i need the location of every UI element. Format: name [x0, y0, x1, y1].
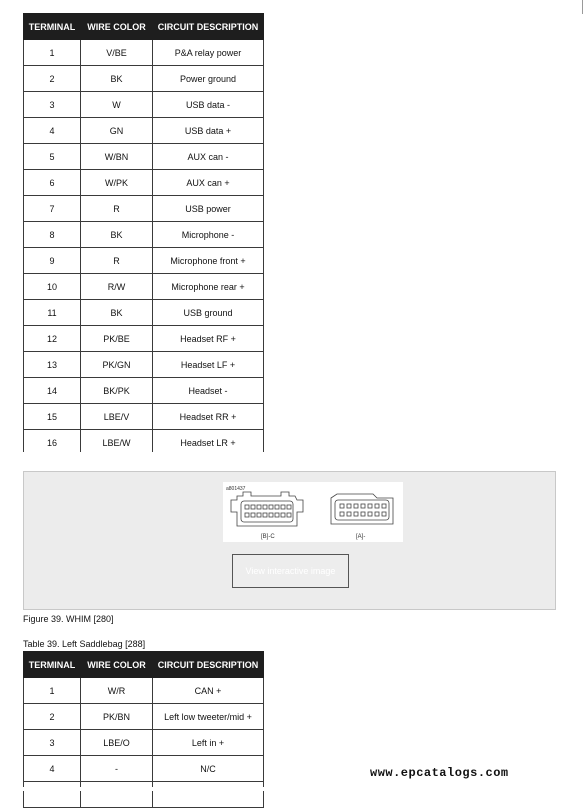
table-row: [24, 248, 264, 274]
table-row: [24, 404, 264, 430]
header-wire-color: WIRE COLOR: [81, 652, 153, 678]
cell-wire-color: R: [81, 196, 153, 222]
cell-wire-color: BK/PK: [81, 378, 153, 404]
cell-circuit-description: Left in +: [153, 730, 264, 756]
cell-wire-color: LBE/V: [81, 404, 153, 430]
cell-terminal: 3: [24, 92, 81, 118]
header-terminal: TERMINAL: [24, 14, 81, 40]
pin-icon: [347, 504, 351, 508]
image-code-text: a801437: [226, 486, 246, 492]
table-row: [24, 352, 264, 378]
header-terminal: TERMINAL: [24, 652, 81, 678]
table-row: [24, 782, 264, 808]
cell-wire-color: W: [81, 92, 153, 118]
cell-terminal: 4: [24, 118, 81, 144]
pin-icon: [275, 513, 279, 517]
cell-terminal: 1: [24, 678, 81, 704]
cell-terminal: 6: [24, 170, 81, 196]
pin-icon: [257, 505, 261, 509]
table-page-cut: [23, 787, 265, 791]
header-circuit-description: CIRCUIT DESCRIPTION: [153, 652, 264, 678]
table-header-row: [24, 14, 264, 40]
table-row: [24, 40, 264, 66]
cell-circuit-description: Microphone -: [153, 222, 264, 248]
figure-caption: Figure 39. WHIM [280]: [23, 614, 114, 624]
table-header-row: [24, 652, 264, 678]
cell-circuit-description: N/C: [153, 756, 264, 782]
pin-icon: [245, 513, 249, 517]
table-row: [24, 92, 264, 118]
view-interactive-image-button[interactable]: View interactive image: [232, 554, 349, 588]
cell-circuit-description: USB data -: [153, 92, 264, 118]
cell-terminal: 3: [24, 730, 81, 756]
table-row: [24, 326, 264, 352]
cell-terminal: 4: [24, 756, 81, 782]
table-page-cut: [23, 452, 265, 462]
pin-icon: [382, 504, 386, 508]
table-row: [24, 144, 264, 170]
pin-icon: [375, 512, 379, 516]
cell-circuit-description: P&A relay power: [153, 40, 264, 66]
table-row: [24, 66, 264, 92]
pin-icon: [251, 513, 255, 517]
pin-icon: [287, 513, 291, 517]
cell-terminal: 7: [24, 196, 81, 222]
left-saddlebag-table: [23, 651, 264, 808]
cell-circuit-description: Left low tweeter/mid +: [153, 704, 264, 730]
header-circuit-description: CIRCUIT DESCRIPTION: [153, 14, 264, 40]
table-row: [24, 704, 264, 730]
cell-circuit-description: USB data +: [153, 118, 264, 144]
cell-wire-color: W/BN: [81, 144, 153, 170]
connector-b-icon: [231, 492, 303, 526]
table-row: [24, 274, 264, 300]
cell-terminal: 1: [24, 40, 81, 66]
cell-wire-color: PK/BN: [81, 704, 153, 730]
pin-icon: [375, 504, 379, 508]
cell-circuit-description: Headset RF +: [153, 326, 264, 352]
cell-wire-color: [81, 782, 153, 808]
cell-terminal: 8: [24, 222, 81, 248]
cell-terminal: 14: [24, 378, 81, 404]
cell-terminal: 2: [24, 66, 81, 92]
connector-b-label: [B]-C: [261, 534, 275, 540]
pin-icon: [354, 504, 358, 508]
table-row: [24, 222, 264, 248]
table-row: [24, 678, 264, 704]
cell-wire-color: -: [81, 756, 153, 782]
pin-icon: [382, 512, 386, 516]
cell-terminal: [24, 782, 81, 808]
cell-circuit-description: Microphone front +: [153, 248, 264, 274]
cell-wire-color: GN: [81, 118, 153, 144]
cell-wire-color: PK/GN: [81, 352, 153, 378]
table-row: [24, 118, 264, 144]
connector-diagram-icon: [223, 482, 403, 542]
pin-icon: [340, 504, 344, 508]
pin-icon: [257, 513, 261, 517]
cell-terminal: 12: [24, 326, 81, 352]
cell-wire-color: R: [81, 248, 153, 274]
table-row: [24, 378, 264, 404]
cell-terminal: 11: [24, 300, 81, 326]
cell-terminal: 9: [24, 248, 81, 274]
pin-icon: [281, 513, 285, 517]
cell-terminal: 2: [24, 704, 81, 730]
cell-wire-color: BK: [81, 300, 153, 326]
cell-terminal: 16: [24, 430, 81, 456]
pin-icon: [251, 505, 255, 509]
cell-wire-color: LBE/O: [81, 730, 153, 756]
cell-circuit-description: Headset RR +: [153, 404, 264, 430]
cell-terminal: 5: [24, 144, 81, 170]
pin-icon: [368, 504, 372, 508]
cell-circuit-description: [153, 782, 264, 808]
cell-circuit-description: CAN +: [153, 678, 264, 704]
cell-circuit-description: Microphone rear +: [153, 274, 264, 300]
cell-wire-color: BK: [81, 66, 153, 92]
pin-icon: [269, 513, 273, 517]
cell-wire-color: LBE/W: [81, 430, 153, 456]
cell-wire-color: V/BE: [81, 40, 153, 66]
table-row: [24, 730, 264, 756]
pin-icon: [263, 513, 267, 517]
connector-drawing: [223, 482, 403, 542]
table-row: [24, 196, 264, 222]
pin-icon: [269, 505, 273, 509]
pin-icon: [245, 505, 249, 509]
cell-circuit-description: USB power: [153, 196, 264, 222]
cell-terminal: 15: [24, 404, 81, 430]
cell-circuit-description: Headset LF +: [153, 352, 264, 378]
pin-icon: [368, 512, 372, 516]
cell-circuit-description: USB ground: [153, 300, 264, 326]
cell-terminal: 13: [24, 352, 81, 378]
header-wire-color: WIRE COLOR: [81, 14, 153, 40]
connector-a-label: [A]-: [356, 534, 366, 540]
pin-icon: [347, 512, 351, 516]
pin-icon: [275, 505, 279, 509]
pin-icon: [263, 505, 267, 509]
pin-icon: [361, 512, 365, 516]
connector-a-icon: [331, 494, 393, 524]
cell-circuit-description: AUX can -: [153, 144, 264, 170]
pin-icon: [340, 512, 344, 516]
pin-icon: [361, 504, 365, 508]
cell-wire-color: R/W: [81, 274, 153, 300]
cell-circuit-description: AUX can +: [153, 170, 264, 196]
pin-icon: [281, 505, 285, 509]
table-row: [24, 300, 264, 326]
watermark: www.epcatalogs.com: [370, 766, 509, 780]
cell-wire-color: W/PK: [81, 170, 153, 196]
cell-circuit-description: Power ground: [153, 66, 264, 92]
table-caption: Table 39. Left Saddlebag [288]: [23, 639, 146, 649]
figure-container: [23, 471, 556, 610]
cell-circuit-description: Headset LR +: [153, 430, 264, 456]
cell-wire-color: BK: [81, 222, 153, 248]
whim-wiring-table: [23, 13, 264, 456]
pin-icon: [287, 505, 291, 509]
cell-terminal: 10: [24, 274, 81, 300]
table-row: [24, 170, 264, 196]
cell-circuit-description: Headset -: [153, 378, 264, 404]
cell-wire-color: PK/BE: [81, 326, 153, 352]
cell-wire-color: W/R: [81, 678, 153, 704]
pin-icon: [354, 512, 358, 516]
table-row: [24, 756, 264, 782]
